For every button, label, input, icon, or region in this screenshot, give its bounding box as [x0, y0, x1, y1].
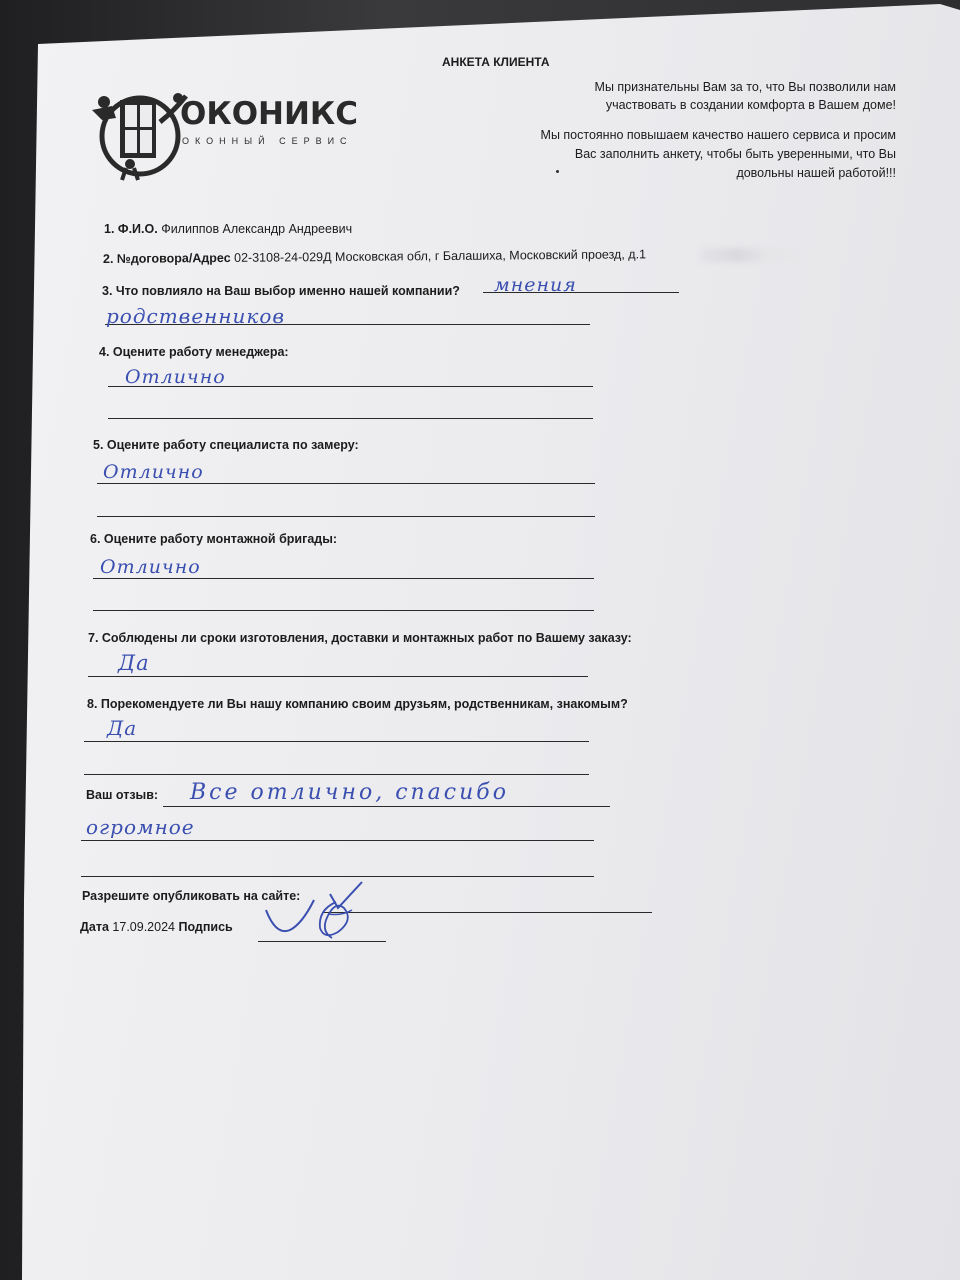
q4-answer: Отлично	[125, 366, 226, 388]
publish-line	[322, 912, 652, 913]
q8-answer: Да	[107, 716, 138, 740]
q4-label: 4. Оцените работу менеджера:	[99, 345, 289, 359]
intro-line-1: Мы признательны Вам за то, что Вы позволили нам	[594, 80, 896, 94]
q4-line-2	[108, 418, 593, 419]
q1-label: 1. Ф.И.О.	[104, 222, 158, 236]
window-figure-icon	[90, 92, 190, 182]
q4-line-1	[108, 386, 593, 387]
redaction-blur	[700, 248, 795, 262]
intro-line-5: довольны нашей работой!!!	[736, 166, 896, 180]
date-value: 17.09.2024	[112, 920, 175, 934]
q1-row	[104, 222, 352, 236]
q8-line-2	[84, 774, 589, 775]
q6-answer: Отлично	[100, 556, 201, 578]
review-label: Ваш отзыв:	[86, 788, 159, 802]
q5-line-2	[97, 516, 595, 517]
q5-label: 5. Оцените работу специалиста по замеру:	[93, 438, 359, 452]
q6-line-1	[93, 578, 594, 579]
ink-dot	[556, 170, 559, 173]
logo-brand: ОКОНИКС	[180, 96, 359, 132]
signature-label: Подпись	[178, 920, 233, 934]
q6-line-2	[93, 610, 594, 611]
q7-label: 7. Соблюдены ли сроки изготовления, доставки и монтажных работ по Вашему заказу:	[88, 631, 632, 645]
q6-label: 6. Оцените работу монтажной бригады:	[90, 532, 338, 546]
signature-mark	[262, 890, 362, 942]
q1-value: Филиппов Александр Андреевич	[161, 222, 353, 236]
q2-label: 2. №договора/Адрес	[102, 250, 231, 266]
q2-value: 02-3108-24-029Д Московская обл, г Балашиха, Московский проезд, д.1	[234, 247, 647, 265]
q3-answer-2: родственников	[106, 304, 286, 328]
date-label: Дата	[80, 920, 109, 934]
q5-answer: Отлично	[103, 461, 204, 483]
q3-label: 3. Что повлияло на Ваш выбор именно нашей компании?	[102, 284, 460, 298]
review-line-3	[81, 876, 594, 877]
q7-answer: Да	[118, 651, 150, 675]
review-line-1	[163, 806, 610, 807]
logo-slogan: ОКОННЫЙ СЕРВИС	[182, 136, 353, 146]
q3-answer-1: мнения	[494, 274, 577, 296]
q7-line	[88, 676, 588, 677]
review-answer-2: огромное	[86, 815, 195, 839]
intro-line-3: Мы постоянно повышаем качество нашего сервиса и просим	[540, 128, 896, 142]
review-answer-1: Все отлично, спасибо	[190, 780, 509, 805]
publish-label: Разрешите опубликовать на сайте:	[82, 889, 301, 903]
intro-line-2: участвовать в создании комфорта в Вашем доме!	[605, 98, 896, 112]
q8-line-1	[84, 741, 589, 742]
q5-line-1	[97, 483, 595, 484]
intro-line-4: Вас заполнить анкету, чтобы быть уверенными, что Вы	[574, 147, 896, 161]
date-row	[80, 920, 233, 934]
q8-label: 8. Порекомендуете ли Вы нашу компанию своим друзьям, родственникам, знакомым?	[87, 697, 628, 711]
review-line-2	[81, 840, 594, 841]
form-title: АНКЕТА КЛИЕНТА	[442, 55, 550, 69]
company-logo	[90, 92, 380, 182]
